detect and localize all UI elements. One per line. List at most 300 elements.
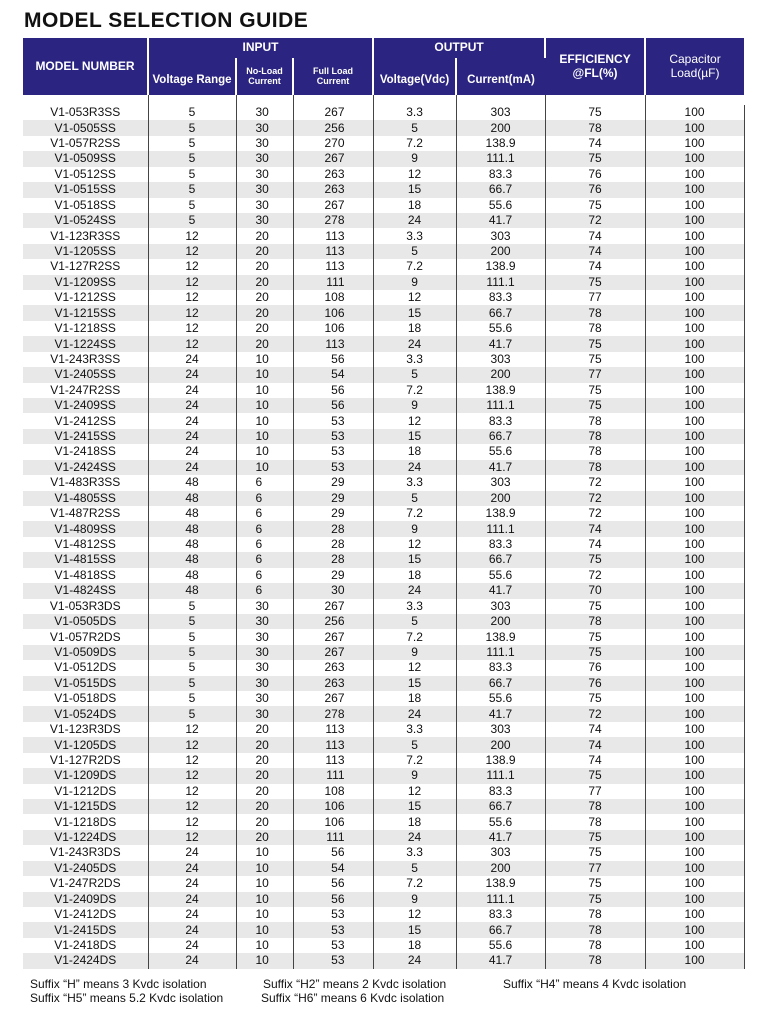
cell-model-number: V1-053R3SS xyxy=(23,105,148,120)
cell-no-load-current: 6 xyxy=(236,506,293,521)
header-efficiency xyxy=(545,38,645,95)
cell-efficiency: 74 xyxy=(545,244,645,259)
cell-output-voltage: 5 xyxy=(373,491,456,506)
cell-voltage-range: 48 xyxy=(148,537,236,552)
cell-capacitor-load: 100 xyxy=(645,706,744,721)
table-row xyxy=(23,120,744,135)
cell-model-number: V1-2405DS xyxy=(23,861,148,876)
table-row xyxy=(23,645,744,660)
cell-no-load-current: 20 xyxy=(236,814,293,829)
cell-full-load-current: 256 xyxy=(293,120,373,135)
cell-efficiency: 78 xyxy=(545,120,645,135)
cell-model-number: V1-1218SS xyxy=(23,321,148,336)
cell-output-voltage: 12 xyxy=(373,537,456,552)
cell-efficiency: 75 xyxy=(545,552,645,567)
cell-voltage-range: 12 xyxy=(148,244,236,259)
cell-model-number: V1-4805SS xyxy=(23,491,148,506)
cell-capacitor-load: 100 xyxy=(645,552,744,567)
cell-output-current: 111.1 xyxy=(456,398,545,413)
cell-no-load-current: 6 xyxy=(236,491,293,506)
cell-output-current: 303 xyxy=(456,105,545,120)
cell-voltage-range: 5 xyxy=(148,599,236,614)
cell-model-number: V1-0515DS xyxy=(23,676,148,691)
cell-full-load-current: 29 xyxy=(293,506,373,521)
cell-efficiency: 78 xyxy=(545,907,645,922)
cell-full-load-current: 56 xyxy=(293,845,373,860)
cell-full-load-current: 53 xyxy=(293,460,373,475)
table-row xyxy=(23,383,744,398)
cell-output-current: 138.9 xyxy=(456,506,545,521)
page-title: MODEL SELECTION GUIDE xyxy=(24,9,309,32)
cell-voltage-range: 12 xyxy=(148,737,236,752)
cell-no-load-current: 10 xyxy=(236,383,293,398)
cell-no-load-current: 30 xyxy=(236,676,293,691)
cell-no-load-current: 20 xyxy=(236,275,293,290)
cell-capacitor-load: 100 xyxy=(645,845,744,860)
cell-model-number: V1-2412DS xyxy=(23,907,148,922)
cell-output-voltage: 5 xyxy=(373,614,456,629)
cell-no-load-current: 30 xyxy=(236,167,293,182)
cell-output-current: 55.6 xyxy=(456,198,545,213)
cell-no-load-current: 10 xyxy=(236,938,293,953)
cell-voltage-range: 5 xyxy=(148,167,236,182)
cell-output-current: 66.7 xyxy=(456,676,545,691)
cell-efficiency: 74 xyxy=(545,737,645,752)
cell-full-load-current: 113 xyxy=(293,753,373,768)
table-row xyxy=(23,568,744,583)
cell-no-load-current: 30 xyxy=(236,599,293,614)
cell-output-current: 41.7 xyxy=(456,583,545,598)
table-row xyxy=(23,629,744,644)
cell-model-number: V1-0524DS xyxy=(23,706,148,721)
cell-output-current: 83.3 xyxy=(456,290,545,305)
cell-output-voltage: 3.3 xyxy=(373,105,456,120)
cell-output-voltage: 24 xyxy=(373,336,456,351)
cell-voltage-range: 5 xyxy=(148,629,236,644)
cell-voltage-range: 48 xyxy=(148,583,236,598)
table-row xyxy=(23,583,744,598)
cell-output-current: 303 xyxy=(456,845,545,860)
cell-output-current: 55.6 xyxy=(456,938,545,953)
table-row xyxy=(23,845,744,860)
cell-voltage-range: 5 xyxy=(148,136,236,151)
cell-full-load-current: 29 xyxy=(293,568,373,583)
table-row xyxy=(23,275,744,290)
cell-no-load-current: 20 xyxy=(236,768,293,783)
cell-voltage-range: 24 xyxy=(148,845,236,860)
cell-no-load-current: 10 xyxy=(236,444,293,459)
cell-model-number: V1-1224DS xyxy=(23,830,148,845)
cell-output-voltage: 24 xyxy=(373,706,456,721)
cell-full-load-current: 113 xyxy=(293,228,373,243)
cell-voltage-range: 12 xyxy=(148,830,236,845)
cell-capacitor-load: 100 xyxy=(645,768,744,783)
cell-full-load-current: 56 xyxy=(293,398,373,413)
cell-model-number: V1-2424DS xyxy=(23,953,148,968)
cell-model-number: V1-123R3SS xyxy=(23,228,148,243)
table-row xyxy=(23,660,744,675)
cell-full-load-current: 111 xyxy=(293,830,373,845)
header-full-load-label: Full Load Current xyxy=(313,65,354,86)
cell-output-current: 200 xyxy=(456,244,545,259)
cell-output-current: 111.1 xyxy=(456,151,545,166)
cell-voltage-range: 24 xyxy=(148,953,236,968)
cell-capacitor-load: 100 xyxy=(645,521,744,536)
cell-efficiency: 78 xyxy=(545,413,645,428)
cell-capacitor-load: 100 xyxy=(645,799,744,814)
cell-voltage-range: 5 xyxy=(148,213,236,228)
cell-capacitor-load: 100 xyxy=(645,336,744,351)
cell-model-number: V1-0518DS xyxy=(23,691,148,706)
cell-no-load-current: 20 xyxy=(236,830,293,845)
cell-output-voltage: 15 xyxy=(373,182,456,197)
cell-efficiency: 78 xyxy=(545,814,645,829)
cell-model-number: V1-1212SS xyxy=(23,290,148,305)
cell-full-load-current: 263 xyxy=(293,167,373,182)
cell-no-load-current: 30 xyxy=(236,151,293,166)
cell-capacitor-load: 100 xyxy=(645,938,744,953)
cell-output-current: 200 xyxy=(456,737,545,752)
table-row xyxy=(23,907,744,922)
cell-output-current: 138.9 xyxy=(456,383,545,398)
cell-no-load-current: 20 xyxy=(236,244,293,259)
cell-capacitor-load: 100 xyxy=(645,830,744,845)
cell-efficiency: 76 xyxy=(545,676,645,691)
cell-no-load-current: 20 xyxy=(236,784,293,799)
cell-no-load-current: 30 xyxy=(236,120,293,135)
cell-capacitor-load: 100 xyxy=(645,861,744,876)
cell-capacitor-load: 100 xyxy=(645,383,744,398)
cell-full-load-current: 106 xyxy=(293,305,373,320)
cell-full-load-current: 29 xyxy=(293,475,373,490)
cell-output-current: 303 xyxy=(456,228,545,243)
cell-efficiency: 74 xyxy=(545,537,645,552)
cell-no-load-current: 30 xyxy=(236,198,293,213)
cell-model-number: V1-487R2SS xyxy=(23,506,148,521)
cell-capacitor-load: 100 xyxy=(645,491,744,506)
cell-output-current: 55.6 xyxy=(456,444,545,459)
cell-voltage-range: 5 xyxy=(148,676,236,691)
cell-model-number: V1-243R3SS xyxy=(23,352,148,367)
cell-voltage-range: 5 xyxy=(148,614,236,629)
cell-capacitor-load: 100 xyxy=(645,629,744,644)
cell-model-number: V1-0518SS xyxy=(23,198,148,213)
cell-model-number: V1-2405SS xyxy=(23,367,148,382)
table-body xyxy=(23,95,744,969)
cell-model-number: V1-2409SS xyxy=(23,398,148,413)
cell-model-number: V1-0505SS xyxy=(23,120,148,135)
cell-no-load-current: 20 xyxy=(236,228,293,243)
cell-efficiency: 74 xyxy=(545,753,645,768)
cell-voltage-range: 48 xyxy=(148,491,236,506)
cell-voltage-range: 24 xyxy=(148,367,236,382)
cell-voltage-range: 24 xyxy=(148,444,236,459)
cell-output-current: 41.7 xyxy=(456,213,545,228)
cell-capacitor-load: 100 xyxy=(645,737,744,752)
cell-full-load-current: 54 xyxy=(293,861,373,876)
cell-output-voltage: 5 xyxy=(373,120,456,135)
cell-output-voltage: 15 xyxy=(373,305,456,320)
cell-capacitor-load: 100 xyxy=(645,506,744,521)
cell-efficiency: 75 xyxy=(545,629,645,644)
cell-output-current: 55.6 xyxy=(456,568,545,583)
cell-model-number: V1-053R3DS xyxy=(23,599,148,614)
cell-full-load-current: 113 xyxy=(293,737,373,752)
cell-efficiency: 74 xyxy=(545,722,645,737)
cell-output-current: 111.1 xyxy=(456,275,545,290)
header-spacer-row xyxy=(23,95,744,105)
table-row xyxy=(23,398,744,413)
cell-no-load-current: 30 xyxy=(236,136,293,151)
cell-output-current: 83.3 xyxy=(456,167,545,182)
header-full-load-current xyxy=(293,58,373,95)
cell-output-voltage: 18 xyxy=(373,691,456,706)
header-model-number: MODEL NUMBER xyxy=(23,38,148,95)
cell-output-current: 138.9 xyxy=(456,259,545,274)
cell-full-load-current: 53 xyxy=(293,953,373,968)
cell-capacitor-load: 100 xyxy=(645,290,744,305)
cell-voltage-range: 12 xyxy=(148,305,236,320)
cell-full-load-current: 267 xyxy=(293,691,373,706)
cell-voltage-range: 24 xyxy=(148,413,236,428)
cell-full-load-current: 29 xyxy=(293,491,373,506)
cell-output-voltage: 24 xyxy=(373,830,456,845)
cell-no-load-current: 30 xyxy=(236,629,293,644)
cell-output-voltage: 7.2 xyxy=(373,753,456,768)
header-voltage-vdc: Voltage(Vdc) xyxy=(373,58,456,95)
cell-voltage-range: 24 xyxy=(148,876,236,891)
cell-output-current: 138.9 xyxy=(456,876,545,891)
cell-efficiency: 75 xyxy=(545,105,645,120)
cell-full-load-current: 53 xyxy=(293,922,373,937)
cell-full-load-current: 30 xyxy=(293,583,373,598)
cell-voltage-range: 24 xyxy=(148,352,236,367)
cell-capacitor-load: 100 xyxy=(645,398,744,413)
cell-no-load-current: 30 xyxy=(236,706,293,721)
cell-output-current: 41.7 xyxy=(456,830,545,845)
cell-full-load-current: 267 xyxy=(293,105,373,120)
cell-output-voltage: 9 xyxy=(373,275,456,290)
cell-voltage-range: 12 xyxy=(148,336,236,351)
cell-output-voltage: 5 xyxy=(373,244,456,259)
cell-output-current: 83.3 xyxy=(456,907,545,922)
cell-voltage-range: 12 xyxy=(148,275,236,290)
table-row xyxy=(23,290,744,305)
cell-capacitor-load: 100 xyxy=(645,537,744,552)
cell-efficiency: 72 xyxy=(545,213,645,228)
cell-full-load-current: 108 xyxy=(293,784,373,799)
cell-voltage-range: 48 xyxy=(148,568,236,583)
cell-full-load-current: 28 xyxy=(293,521,373,536)
cell-model-number: V1-0505DS xyxy=(23,614,148,629)
cell-voltage-range: 12 xyxy=(148,290,236,305)
cell-output-current: 303 xyxy=(456,599,545,614)
table-row xyxy=(23,198,744,213)
cell-no-load-current: 10 xyxy=(236,907,293,922)
header-no-load-label: No-Load Current xyxy=(246,65,283,86)
cell-voltage-range: 12 xyxy=(148,768,236,783)
cell-capacitor-load: 100 xyxy=(645,722,744,737)
cell-full-load-current: 263 xyxy=(293,676,373,691)
cell-output-current: 41.7 xyxy=(456,706,545,721)
cell-no-load-current: 10 xyxy=(236,953,293,968)
cell-full-load-current: 106 xyxy=(293,799,373,814)
cell-capacitor-load: 100 xyxy=(645,814,744,829)
cell-capacitor-load: 100 xyxy=(645,907,744,922)
cell-output-voltage: 3.3 xyxy=(373,722,456,737)
cell-efficiency: 75 xyxy=(545,876,645,891)
cell-model-number: V1-4815SS xyxy=(23,552,148,567)
cell-capacitor-load: 100 xyxy=(645,413,744,428)
cell-voltage-range: 5 xyxy=(148,691,236,706)
table-row xyxy=(23,876,744,891)
table-row xyxy=(23,722,744,737)
cell-voltage-range: 24 xyxy=(148,383,236,398)
cell-output-current: 303 xyxy=(456,475,545,490)
cell-capacitor-load: 100 xyxy=(645,321,744,336)
header-output: OUTPUT xyxy=(373,38,545,58)
cell-voltage-range: 24 xyxy=(148,398,236,413)
table-row xyxy=(23,537,744,552)
cell-voltage-range: 24 xyxy=(148,460,236,475)
cell-capacitor-load: 100 xyxy=(645,213,744,228)
cell-output-voltage: 9 xyxy=(373,645,456,660)
cell-capacitor-load: 100 xyxy=(645,922,744,937)
cell-full-load-current: 267 xyxy=(293,599,373,614)
table-row xyxy=(23,352,744,367)
cell-model-number: V1-127R2SS xyxy=(23,259,148,274)
cell-efficiency: 78 xyxy=(545,429,645,444)
cell-output-voltage: 7.2 xyxy=(373,136,456,151)
cell-model-number: V1-2415DS xyxy=(23,922,148,937)
cell-model-number: V1-4818SS xyxy=(23,568,148,583)
cell-no-load-current: 10 xyxy=(236,892,293,907)
cell-no-load-current: 6 xyxy=(236,521,293,536)
table-row xyxy=(23,676,744,691)
cell-output-current: 200 xyxy=(456,367,545,382)
cell-model-number: V1-1209DS xyxy=(23,768,148,783)
cell-no-load-current: 10 xyxy=(236,460,293,475)
cell-output-voltage: 18 xyxy=(373,321,456,336)
cell-capacitor-load: 100 xyxy=(645,892,744,907)
cell-model-number: V1-0512SS xyxy=(23,167,148,182)
table-row xyxy=(23,460,744,475)
cell-output-current: 138.9 xyxy=(456,753,545,768)
cell-capacitor-load: 100 xyxy=(645,676,744,691)
table-row xyxy=(23,413,744,428)
table-row xyxy=(23,521,744,536)
cell-no-load-current: 10 xyxy=(236,429,293,444)
cell-output-voltage: 15 xyxy=(373,676,456,691)
cell-output-voltage: 18 xyxy=(373,444,456,459)
cell-efficiency: 76 xyxy=(545,167,645,182)
cell-output-current: 111.1 xyxy=(456,892,545,907)
cell-output-voltage: 15 xyxy=(373,922,456,937)
cell-model-number: V1-483R3SS xyxy=(23,475,148,490)
cell-output-voltage: 12 xyxy=(373,660,456,675)
cell-output-current: 83.3 xyxy=(456,660,545,675)
cell-output-voltage: 3.3 xyxy=(373,352,456,367)
cell-output-current: 200 xyxy=(456,491,545,506)
cell-efficiency: 72 xyxy=(545,706,645,721)
table-row xyxy=(23,892,744,907)
cell-efficiency: 70 xyxy=(545,583,645,598)
cell-model-number: V1-4812SS xyxy=(23,537,148,552)
cell-no-load-current: 10 xyxy=(236,876,293,891)
cell-output-current: 55.6 xyxy=(456,321,545,336)
cell-output-voltage: 3.3 xyxy=(373,845,456,860)
cell-model-number: V1-2415SS xyxy=(23,429,148,444)
cell-output-voltage: 3.3 xyxy=(373,475,456,490)
cell-efficiency: 74 xyxy=(545,259,645,274)
cell-output-voltage: 9 xyxy=(373,398,456,413)
cell-output-current: 200 xyxy=(456,614,545,629)
cell-output-voltage: 15 xyxy=(373,552,456,567)
cell-output-voltage: 9 xyxy=(373,521,456,536)
cell-output-current: 41.7 xyxy=(456,953,545,968)
cell-voltage-range: 24 xyxy=(148,892,236,907)
cell-no-load-current: 30 xyxy=(236,182,293,197)
cell-full-load-current: 54 xyxy=(293,367,373,382)
footnote-h6: Suffix “H6” means 6 Kvdc isolation xyxy=(261,991,445,1005)
cell-no-load-current: 10 xyxy=(236,861,293,876)
cell-model-number: V1-127R2DS xyxy=(23,753,148,768)
table-row xyxy=(23,830,744,845)
cell-output-voltage: 15 xyxy=(373,799,456,814)
cell-capacitor-load: 100 xyxy=(645,614,744,629)
cell-capacitor-load: 100 xyxy=(645,660,744,675)
cell-efficiency: 77 xyxy=(545,367,645,382)
cell-full-load-current: 56 xyxy=(293,383,373,398)
cell-output-voltage: 18 xyxy=(373,938,456,953)
cell-efficiency: 75 xyxy=(545,336,645,351)
cell-output-voltage: 12 xyxy=(373,907,456,922)
cell-voltage-range: 12 xyxy=(148,799,236,814)
model-selection-table xyxy=(23,38,745,969)
cell-full-load-current: 267 xyxy=(293,198,373,213)
cell-output-current: 41.7 xyxy=(456,336,545,351)
cell-capacitor-load: 100 xyxy=(645,244,744,259)
cell-output-voltage: 7.2 xyxy=(373,383,456,398)
cell-full-load-current: 278 xyxy=(293,213,373,228)
cell-capacitor-load: 100 xyxy=(645,151,744,166)
cell-efficiency: 78 xyxy=(545,799,645,814)
cell-voltage-range: 5 xyxy=(148,706,236,721)
table-row xyxy=(23,182,744,197)
cell-voltage-range: 12 xyxy=(148,753,236,768)
cell-capacitor-load: 100 xyxy=(645,691,744,706)
cell-capacitor-load: 100 xyxy=(645,167,744,182)
footnote-h5: Suffix “H5” means 5.2 Kvdc isolation xyxy=(30,991,224,1005)
cell-voltage-range: 12 xyxy=(148,321,236,336)
cell-efficiency: 78 xyxy=(545,305,645,320)
cell-voltage-range: 24 xyxy=(148,861,236,876)
cell-full-load-current: 267 xyxy=(293,629,373,644)
cell-output-voltage: 9 xyxy=(373,892,456,907)
cell-voltage-range: 5 xyxy=(148,645,236,660)
cell-full-load-current: 263 xyxy=(293,660,373,675)
cell-model-number: V1-1209SS xyxy=(23,275,148,290)
cell-full-load-current: 53 xyxy=(293,413,373,428)
cell-voltage-range: 5 xyxy=(148,120,236,135)
cell-output-current: 66.7 xyxy=(456,799,545,814)
footnote-h4: Suffix “H4” means 4 Kvdc isolation xyxy=(503,977,687,991)
cell-no-load-current: 30 xyxy=(236,213,293,228)
cell-full-load-current: 53 xyxy=(293,938,373,953)
cell-output-current: 55.6 xyxy=(456,691,545,706)
cell-voltage-range: 48 xyxy=(148,521,236,536)
cell-efficiency: 72 xyxy=(545,506,645,521)
